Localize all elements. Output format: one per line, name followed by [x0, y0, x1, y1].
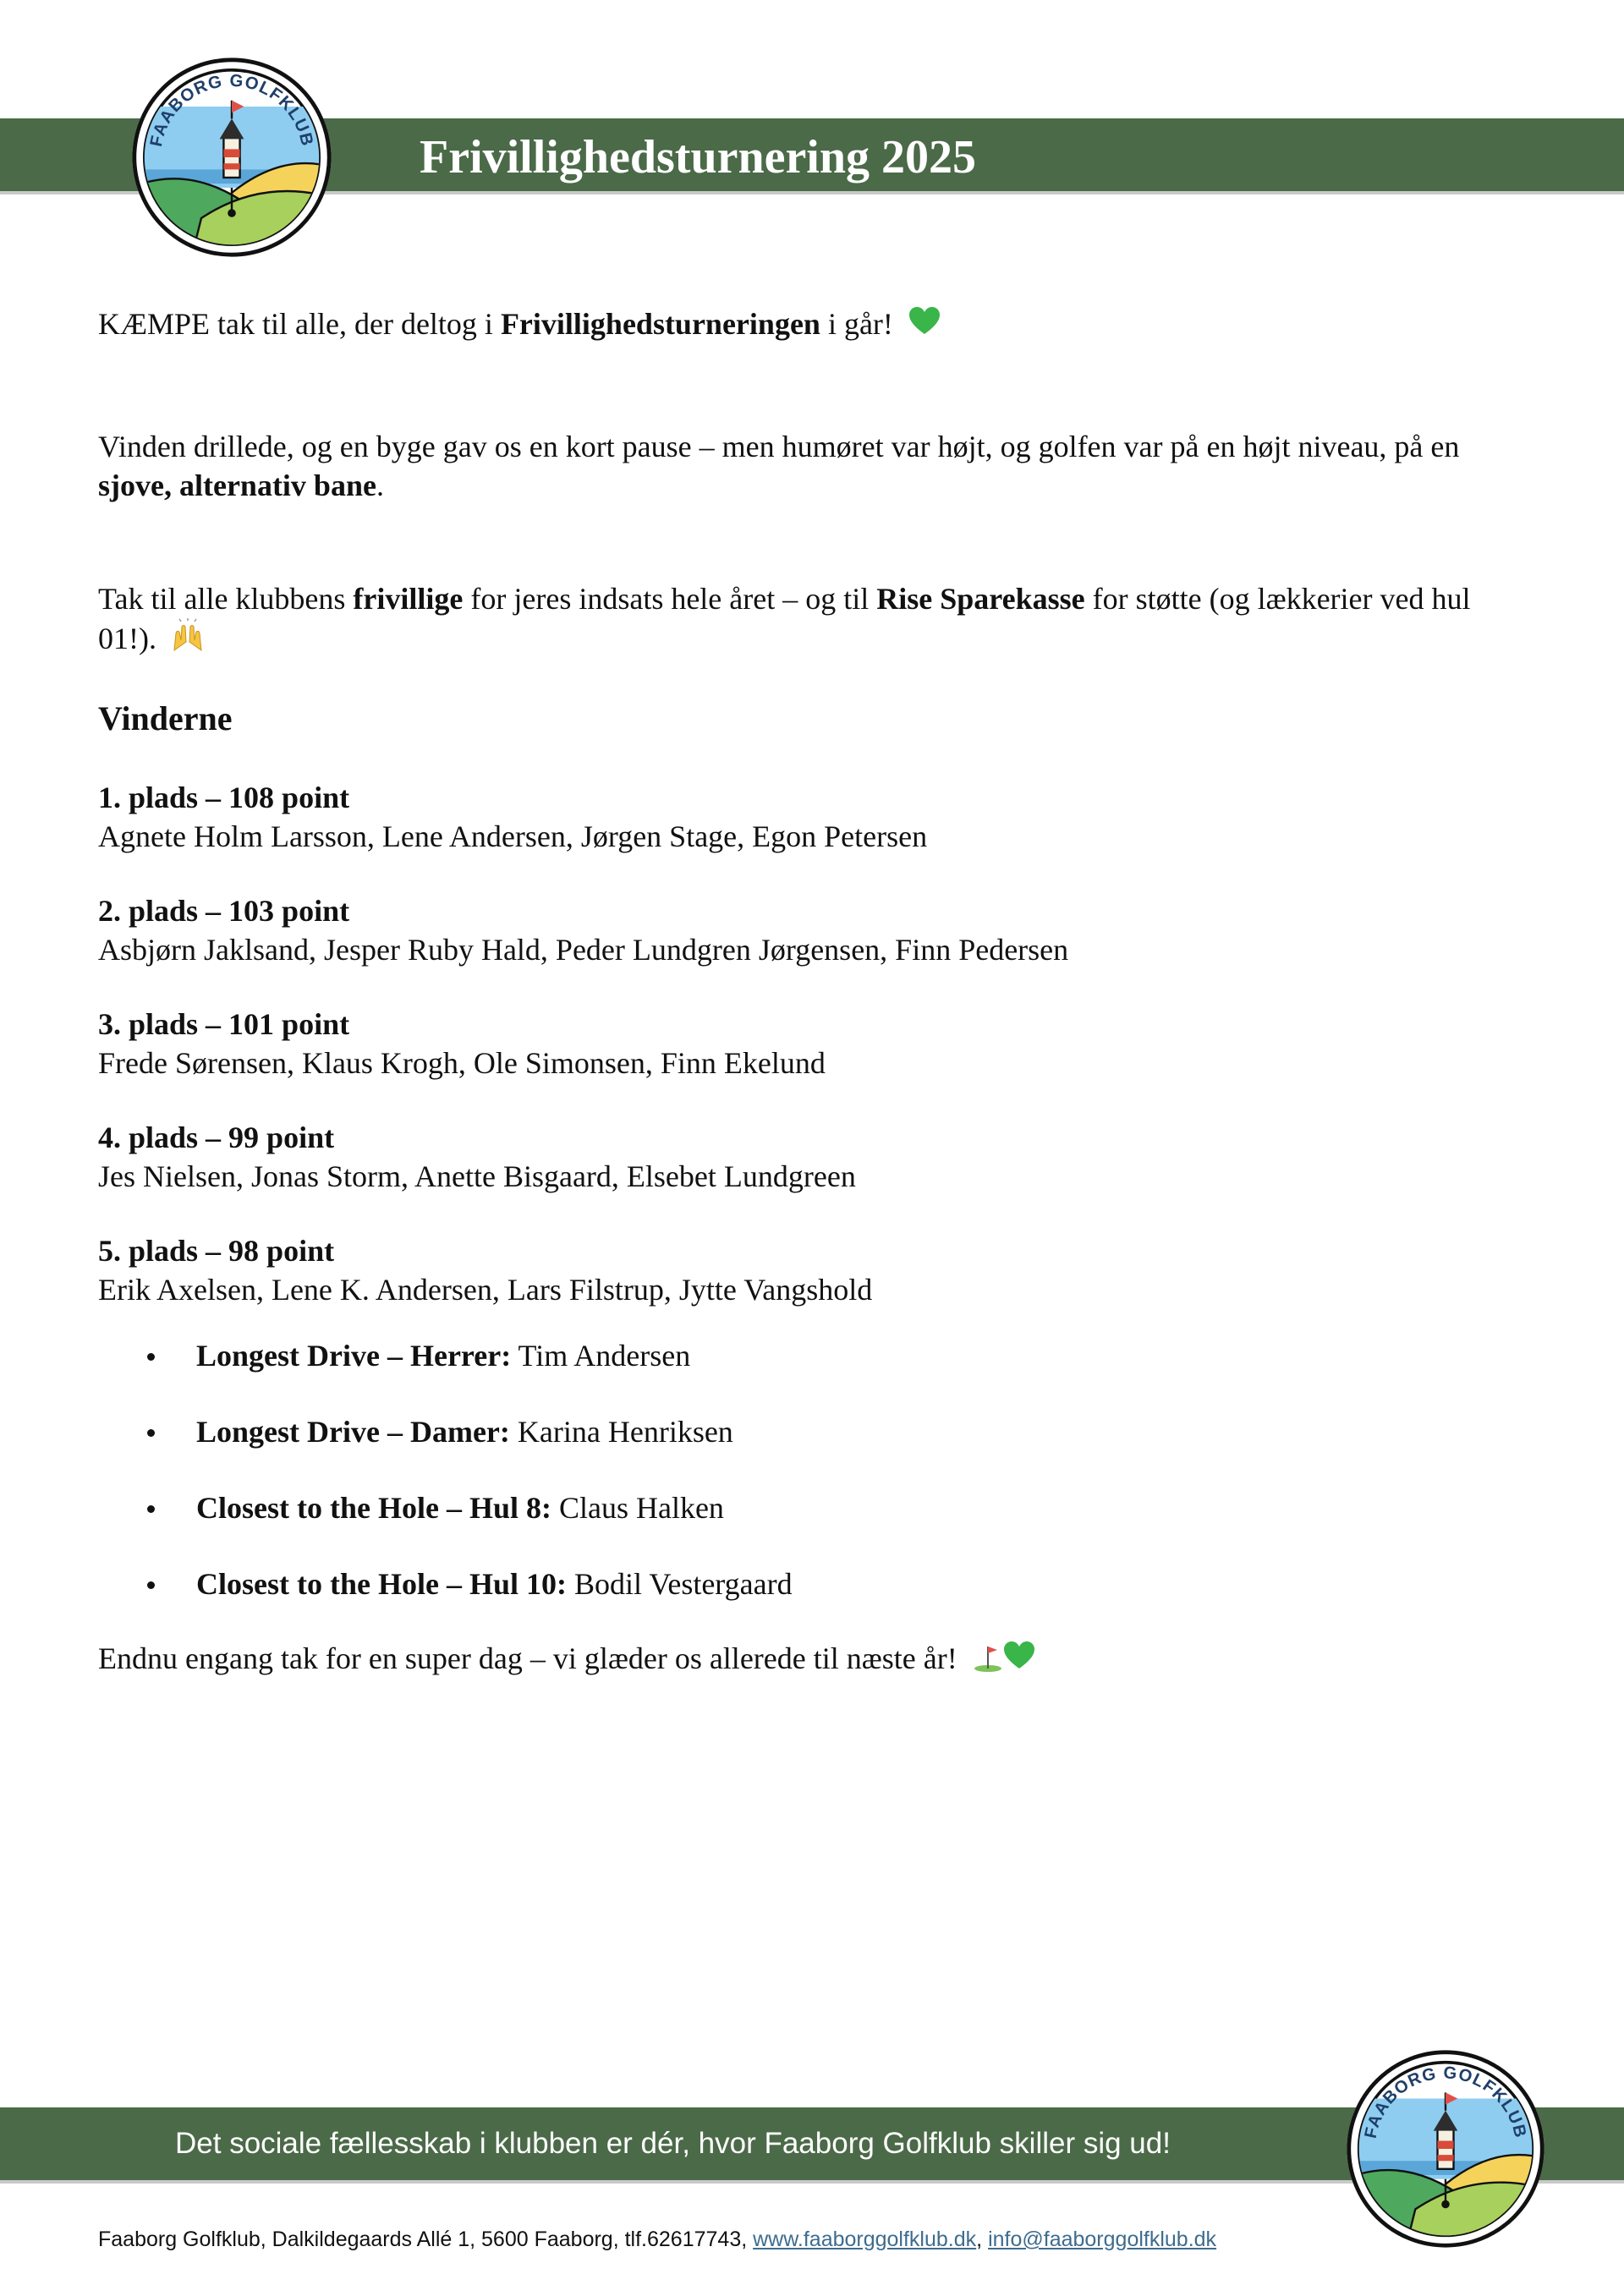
thanks-text-2: for jeres indsats hele året – og til	[463, 582, 877, 616]
club-logo	[130, 56, 333, 259]
footer-slogan: Det sociale fællesskab i klubben er dér, hvor Faaborg Golfklub skiller sig ud!	[175, 2127, 1171, 2160]
thanks-paragraph	[98, 579, 1536, 661]
thanks-bold-2: Rise Sparekasse	[876, 582, 1085, 616]
address-text: Faaborg Golfklub, Dalkildegaards Allé 1, 5600 Faaborg, tlf.62617743,	[98, 2228, 754, 2251]
award-label: Longest Drive – Damer:	[196, 1415, 510, 1449]
wind-text: Vinden drillede, og en byge gav os en kort pause – men humøret var højt, og golfen var på en højt niveau, på en	[98, 430, 1460, 463]
place-entry	[98, 1005, 1536, 1082]
award-winner: Karina Henriksen	[509, 1415, 733, 1449]
award-winner: Claus Halken	[551, 1491, 724, 1525]
award-label: Closest to the Hole – Hul 8:	[196, 1491, 551, 1525]
wind-after: .	[376, 469, 384, 502]
award-item	[98, 1336, 793, 1412]
place-entry	[98, 1118, 1536, 1196]
thanks-text-3: for støtte (og lækkerier ved hul 01!).	[98, 582, 1471, 655]
website-link[interactable]: www.faaborggolfklub.dk	[753, 2228, 977, 2251]
place-players: Agnete Holm Larsson, Lene Andersen, Jørgen Stage, Egon Petersen	[98, 819, 928, 853]
footer-club-logo	[1345, 2048, 1546, 2249]
place-players: Asbjørn Jaklsand, Jesper Ruby Hald, Peder Lundgren Jørgensen, Finn Pedersen	[98, 933, 1069, 967]
svg-text:FAABORG GOLFKLUB: FAABORG GOLFKLUB	[1361, 2063, 1530, 2140]
awards-list	[98, 1336, 793, 1641]
closing-paragraph	[98, 1639, 1034, 1681]
place-players: Erik Axelsen, Lene K. Andersen, Lars Filstrup, Jytte Vangshold	[98, 1273, 873, 1307]
award-label: Longest Drive – Herrer:	[196, 1339, 512, 1373]
award-label: Closest to the Hole – Hul 10:	[196, 1567, 567, 1601]
place-title: 5. plads – 98 point	[98, 1234, 335, 1268]
page-title: Frivillighedsturnering 2025	[420, 131, 976, 184]
award-item	[98, 1564, 793, 1641]
place-entry	[98, 891, 1536, 969]
place-title: 1. plads – 108 point	[98, 781, 350, 814]
club-logo-icon	[1345, 2048, 1546, 2249]
wind-bold: sjove, alternativ bane	[98, 469, 376, 502]
green-heart-icon	[1004, 1641, 1034, 1680]
place-entry	[98, 778, 1536, 856]
wind-paragraph	[98, 427, 1536, 505]
award-item	[98, 1412, 793, 1488]
award-item	[98, 1488, 793, 1564]
raising-hands-icon	[171, 618, 205, 661]
intro-paragraph	[98, 304, 940, 345]
winners-heading: Vinderne	[98, 699, 233, 737]
award-winner: Tim Andersen	[511, 1339, 691, 1373]
footer-address	[98, 2224, 1216, 2255]
club-logo-icon	[130, 56, 333, 259]
place-title: 4. plads – 99 point	[98, 1121, 335, 1154]
place-entry	[98, 1231, 1536, 1309]
thanks-bold-1: frivillige	[353, 582, 464, 616]
place-title: 2. plads – 103 point	[98, 894, 350, 928]
award-winner: Bodil Vestergaard	[566, 1567, 793, 1601]
svg-text:FAABORG GOLFKLUB: FAABORG GOLFKLUB	[146, 71, 317, 149]
place-players: Jes Nielsen, Jonas Storm, Anette Bisgaard, Elsebet Lundgreen	[98, 1159, 856, 1193]
intro-after: i går!	[820, 307, 893, 341]
golf-flag-icon	[974, 1642, 1002, 1681]
intro-text: KÆMPE tak til alle, der deltog i	[98, 307, 501, 341]
intro-bold: Frivillighedsturneringen	[500, 307, 820, 341]
place-players: Frede Sørensen, Klaus Krogh, Ole Simonsen, Finn Ekelund	[98, 1046, 826, 1080]
address-separator: ,	[976, 2228, 989, 2251]
green-heart-icon	[909, 306, 940, 345]
closing-text: Endnu engang tak for en super dag – vi glæder os allerede til næste år!	[98, 1641, 957, 1675]
place-title: 3. plads – 101 point	[98, 1007, 350, 1041]
email-link[interactable]: info@faaborggolfklub.dk	[988, 2228, 1217, 2251]
thanks-text-1: Tak til alle klubbens	[98, 582, 354, 616]
